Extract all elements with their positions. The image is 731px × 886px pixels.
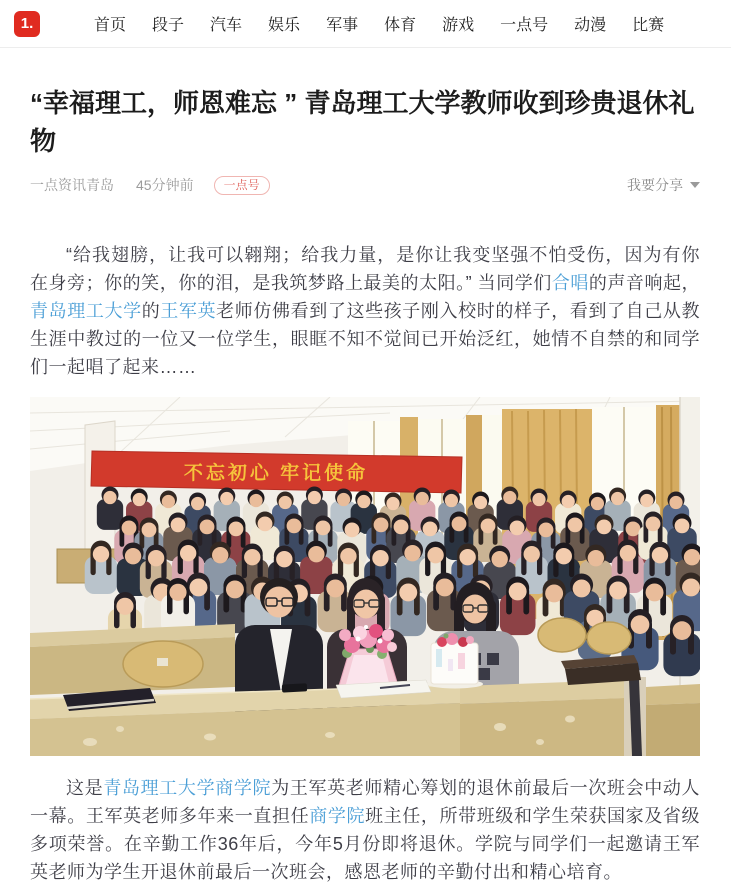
photo-banner	[91, 451, 462, 493]
page-title: “幸福理工，师恩难忘 ” 青岛理工大学教师收到珍贵退休礼物	[30, 88, 695, 156]
nav-item-games[interactable]: 游戏	[442, 17, 475, 34]
inline-link[interactable]: 合唱	[551, 273, 589, 293]
paragraph-text: “给我翅膀，让我可以翱翔；给我力量，是你让我变坚强不怕受伤，因为有你在身旁；你的笑，你的泪，是我筑梦路上最美的太阳。” 当同学们	[30, 245, 700, 293]
article-paragraph	[30, 774, 700, 886]
share-button[interactable]	[627, 175, 700, 195]
nav-item-jokes[interactable]: 段子	[152, 17, 185, 34]
inline-link[interactable]: 商学院	[309, 806, 366, 826]
nav-item-anime[interactable]: 动漫	[574, 17, 607, 34]
nav-item-military[interactable]: 军事	[326, 17, 359, 34]
paragraph-text: 这是	[66, 778, 104, 798]
paragraph-text: 的	[141, 301, 161, 321]
nav-menu	[94, 12, 664, 35]
article	[0, 84, 731, 886]
nav-item-sports[interactable]: 体育	[384, 17, 417, 34]
byline	[30, 175, 700, 195]
photo-aisle	[624, 677, 646, 756]
inline-link[interactable]: 青岛理工大学商学院	[103, 778, 272, 798]
chevron-down-icon	[690, 182, 700, 188]
yidian-logo[interactable]: 1.	[14, 11, 40, 37]
article-paragraph	[30, 241, 700, 381]
nav-item-yidianhao[interactable]: 一点号	[500, 17, 549, 34]
inline-link[interactable]: 王军英	[160, 301, 217, 321]
photo-mid-desk	[30, 624, 235, 695]
nav-item-entertainment[interactable]: 娱乐	[268, 17, 301, 34]
nav-item-contests[interactable]: 比赛	[632, 17, 665, 34]
inline-link[interactable]: 青岛理工大学	[30, 301, 142, 321]
svg-text:不忘初心 牢记使命: 不忘初心 牢记使命	[183, 463, 369, 484]
share-label: 我要分享	[627, 177, 683, 193]
paragraph-text: 的声音响起，	[588, 273, 701, 293]
paragraph-text: 为王军英老师精心筹划的退休前最后一次班会中动人一幕。王军英老师多年来一直担任	[30, 778, 701, 826]
yidianhao-badge: 一点号	[214, 176, 270, 195]
article-source[interactable]: 一点资讯青岛	[30, 177, 114, 193]
article-time: 45分钟前	[136, 177, 194, 193]
paragraph-text: 班主任，所带班级和学生荣获国家及省级多项荣誉。在辛勤工作36年后，今年5月份即将退休。学院与同学们一起邀请王军英老师为学生开退休前最后一次班会，感恩老师的辛勤付出和精心培育。	[30, 806, 701, 882]
nav-item-home[interactable]: 首页	[94, 17, 127, 34]
top-nav	[0, 0, 731, 48]
article-photo	[30, 397, 700, 756]
paragraph-text: 老师仿佛看到了这些孩子刚入校时的样子，看到了自己从教生涯中教过的一位又一位学生，眼眶不知不觉间已开始泛红，她情不自禁的和同学们一起唱了起来……	[30, 301, 701, 377]
nav-item-cars[interactable]: 汽车	[210, 17, 243, 34]
